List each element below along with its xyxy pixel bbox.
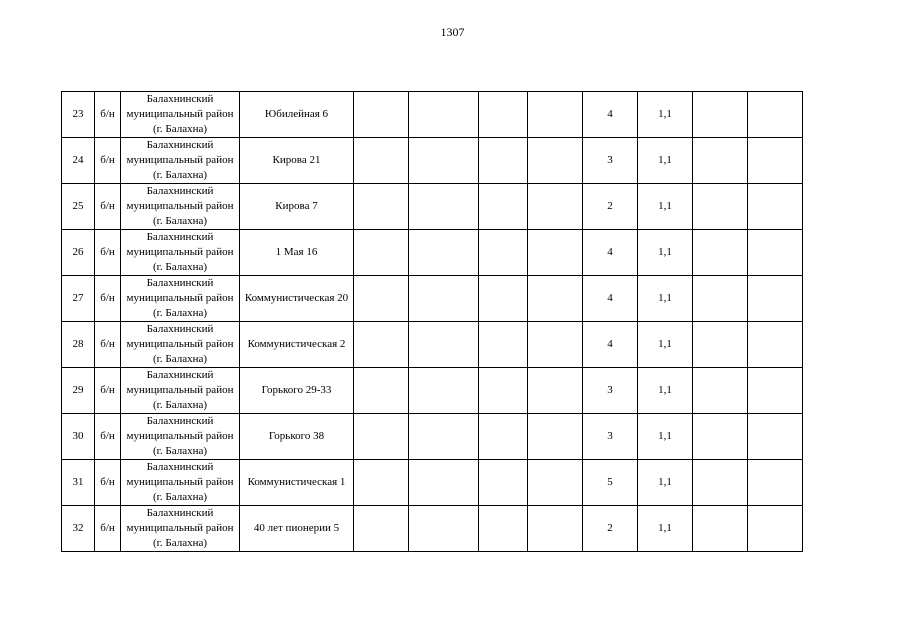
district-line: (г. Балахна) <box>152 399 208 411</box>
empty-cell <box>748 230 803 276</box>
district-line: (г. Балахна) <box>152 261 208 273</box>
empty-cell <box>748 184 803 230</box>
address-cell: Коммунистическая 2 <box>240 322 354 368</box>
district-line: (г. Балахна) <box>152 445 208 457</box>
district-line: Балахнинский <box>146 231 214 243</box>
table-row <box>62 460 803 506</box>
empty-cell <box>748 322 803 368</box>
empty-cell <box>748 414 803 460</box>
empty-cell <box>748 92 803 138</box>
table-row <box>62 92 803 138</box>
empty-cell <box>354 184 409 230</box>
empty-cell <box>479 460 528 506</box>
district-line: муниципальный район <box>126 522 234 534</box>
district-line: Балахнинский <box>146 277 214 289</box>
empty-cell <box>354 414 409 460</box>
district-line: муниципальный район <box>126 154 234 166</box>
empty-cell <box>479 368 528 414</box>
district-line: муниципальный район <box>126 430 234 442</box>
district-line: Балахнинский <box>146 415 214 427</box>
district-cell <box>121 230 240 276</box>
no-number-cell: б/н <box>95 460 121 506</box>
no-number-cell: б/н <box>95 506 121 552</box>
empty-cell <box>409 368 479 414</box>
floors-cell: 4 <box>583 230 638 276</box>
district-cell <box>121 414 240 460</box>
table-row <box>62 276 803 322</box>
district-cell <box>121 138 240 184</box>
table-row <box>62 138 803 184</box>
empty-cell <box>354 138 409 184</box>
address-cell: 40 лет пионерии 5 <box>240 506 354 552</box>
empty-cell <box>409 230 479 276</box>
row-number-cell: 27 <box>62 276 95 322</box>
row-number-cell: 28 <box>62 322 95 368</box>
empty-cell <box>748 460 803 506</box>
empty-cell <box>528 138 583 184</box>
empty-cell <box>528 230 583 276</box>
empty-cell <box>693 184 748 230</box>
table-row <box>62 414 803 460</box>
empty-cell <box>354 322 409 368</box>
empty-cell <box>409 414 479 460</box>
row-number-cell: 29 <box>62 368 95 414</box>
coefficient-cell: 1,1 <box>638 368 693 414</box>
table-row <box>62 368 803 414</box>
empty-cell <box>693 92 748 138</box>
district-line: (г. Балахна) <box>152 537 208 549</box>
empty-cell <box>748 276 803 322</box>
district-line: муниципальный район <box>126 338 234 350</box>
district-line: муниципальный район <box>126 476 234 488</box>
coefficient-cell: 1,1 <box>638 184 693 230</box>
housing-register-table <box>61 91 803 552</box>
empty-cell <box>693 322 748 368</box>
district-line: муниципальный район <box>126 246 234 258</box>
no-number-cell: б/н <box>95 414 121 460</box>
district-line: Балахнинский <box>146 507 214 519</box>
empty-cell <box>479 506 528 552</box>
empty-cell <box>528 414 583 460</box>
empty-cell <box>354 460 409 506</box>
district-cell <box>121 368 240 414</box>
coefficient-cell: 1,1 <box>638 138 693 184</box>
row-number-cell: 32 <box>62 506 95 552</box>
row-number-cell: 23 <box>62 92 95 138</box>
empty-cell <box>409 506 479 552</box>
no-number-cell: б/н <box>95 138 121 184</box>
empty-cell <box>479 184 528 230</box>
district-line: Балахнинский <box>146 139 214 151</box>
address-cell: Горького 29-33 <box>240 368 354 414</box>
district-cell <box>121 92 240 138</box>
empty-cell <box>693 368 748 414</box>
no-number-cell: б/н <box>95 230 121 276</box>
coefficient-cell: 1,1 <box>638 230 693 276</box>
address-cell: Горького 38 <box>240 414 354 460</box>
empty-cell <box>693 276 748 322</box>
floors-cell: 4 <box>583 322 638 368</box>
address-cell: Кирова 21 <box>240 138 354 184</box>
empty-cell <box>693 506 748 552</box>
empty-cell <box>528 92 583 138</box>
floors-cell: 3 <box>583 138 638 184</box>
no-number-cell: б/н <box>95 368 121 414</box>
table-row <box>62 184 803 230</box>
floors-cell: 2 <box>583 506 638 552</box>
empty-cell <box>748 368 803 414</box>
empty-cell <box>479 92 528 138</box>
address-cell: Коммунистическая 1 <box>240 460 354 506</box>
empty-cell <box>354 230 409 276</box>
row-number-cell: 30 <box>62 414 95 460</box>
coefficient-cell: 1,1 <box>638 92 693 138</box>
district-cell <box>121 184 240 230</box>
floors-cell: 5 <box>583 460 638 506</box>
empty-cell <box>354 276 409 322</box>
district-line: (г. Балахна) <box>152 353 208 365</box>
no-number-cell: б/н <box>95 276 121 322</box>
district-line: Балахнинский <box>146 93 214 105</box>
page-number: 1307 <box>440 25 465 39</box>
empty-cell <box>409 138 479 184</box>
district-line: (г. Балахна) <box>152 307 208 319</box>
coefficient-cell: 1,1 <box>638 460 693 506</box>
empty-cell <box>409 92 479 138</box>
empty-cell <box>409 276 479 322</box>
coefficient-cell: 1,1 <box>638 322 693 368</box>
address-cell: 1 Мая 16 <box>240 230 354 276</box>
empty-cell <box>409 460 479 506</box>
no-number-cell: б/н <box>95 322 121 368</box>
district-line: муниципальный район <box>126 108 234 120</box>
empty-cell <box>693 138 748 184</box>
coefficient-cell: 1,1 <box>638 276 693 322</box>
no-number-cell: б/н <box>95 92 121 138</box>
empty-cell <box>748 506 803 552</box>
empty-cell <box>528 506 583 552</box>
row-number-cell: 24 <box>62 138 95 184</box>
empty-cell <box>409 184 479 230</box>
empty-cell <box>528 368 583 414</box>
district-line: (г. Балахна) <box>152 491 208 503</box>
row-number-cell: 26 <box>62 230 95 276</box>
row-number-cell: 31 <box>62 460 95 506</box>
empty-cell <box>693 414 748 460</box>
no-number-cell: б/н <box>95 184 121 230</box>
empty-cell <box>354 506 409 552</box>
district-line: (г. Балахна) <box>152 169 208 181</box>
district-cell <box>121 460 240 506</box>
empty-cell <box>479 138 528 184</box>
table-row <box>62 506 803 552</box>
empty-cell <box>479 276 528 322</box>
empty-cell <box>479 414 528 460</box>
district-line: Балахнинский <box>146 369 214 381</box>
empty-cell <box>354 92 409 138</box>
empty-cell <box>748 138 803 184</box>
table-row <box>62 322 803 368</box>
empty-cell <box>409 322 479 368</box>
empty-cell <box>479 230 528 276</box>
district-line: Балахнинский <box>146 323 214 335</box>
table-row <box>62 230 803 276</box>
empty-cell <box>528 460 583 506</box>
address-cell: Кирова 7 <box>240 184 354 230</box>
row-number-cell: 25 <box>62 184 95 230</box>
empty-cell <box>354 368 409 414</box>
district-line: Балахнинский <box>146 461 214 473</box>
district-line: (г. Балахна) <box>152 123 208 135</box>
district-line: (г. Балахна) <box>152 215 208 227</box>
district-cell <box>121 506 240 552</box>
floors-cell: 4 <box>583 92 638 138</box>
empty-cell <box>528 276 583 322</box>
district-line: муниципальный район <box>126 200 234 212</box>
empty-cell <box>693 230 748 276</box>
address-cell: Коммунистическая 20 <box>240 276 354 322</box>
floors-cell: 3 <box>583 368 638 414</box>
district-cell <box>121 276 240 322</box>
district-line: Балахнинский <box>146 185 214 197</box>
district-cell <box>121 322 240 368</box>
empty-cell <box>693 460 748 506</box>
coefficient-cell: 1,1 <box>638 506 693 552</box>
address-cell: Юбилейная 6 <box>240 92 354 138</box>
empty-cell <box>479 322 528 368</box>
floors-cell: 4 <box>583 276 638 322</box>
coefficient-cell: 1,1 <box>638 414 693 460</box>
floors-cell: 2 <box>583 184 638 230</box>
empty-cell <box>528 184 583 230</box>
district-line: муниципальный район <box>126 384 234 396</box>
floors-cell: 3 <box>583 414 638 460</box>
district-line: муниципальный район <box>126 292 234 304</box>
empty-cell <box>528 322 583 368</box>
